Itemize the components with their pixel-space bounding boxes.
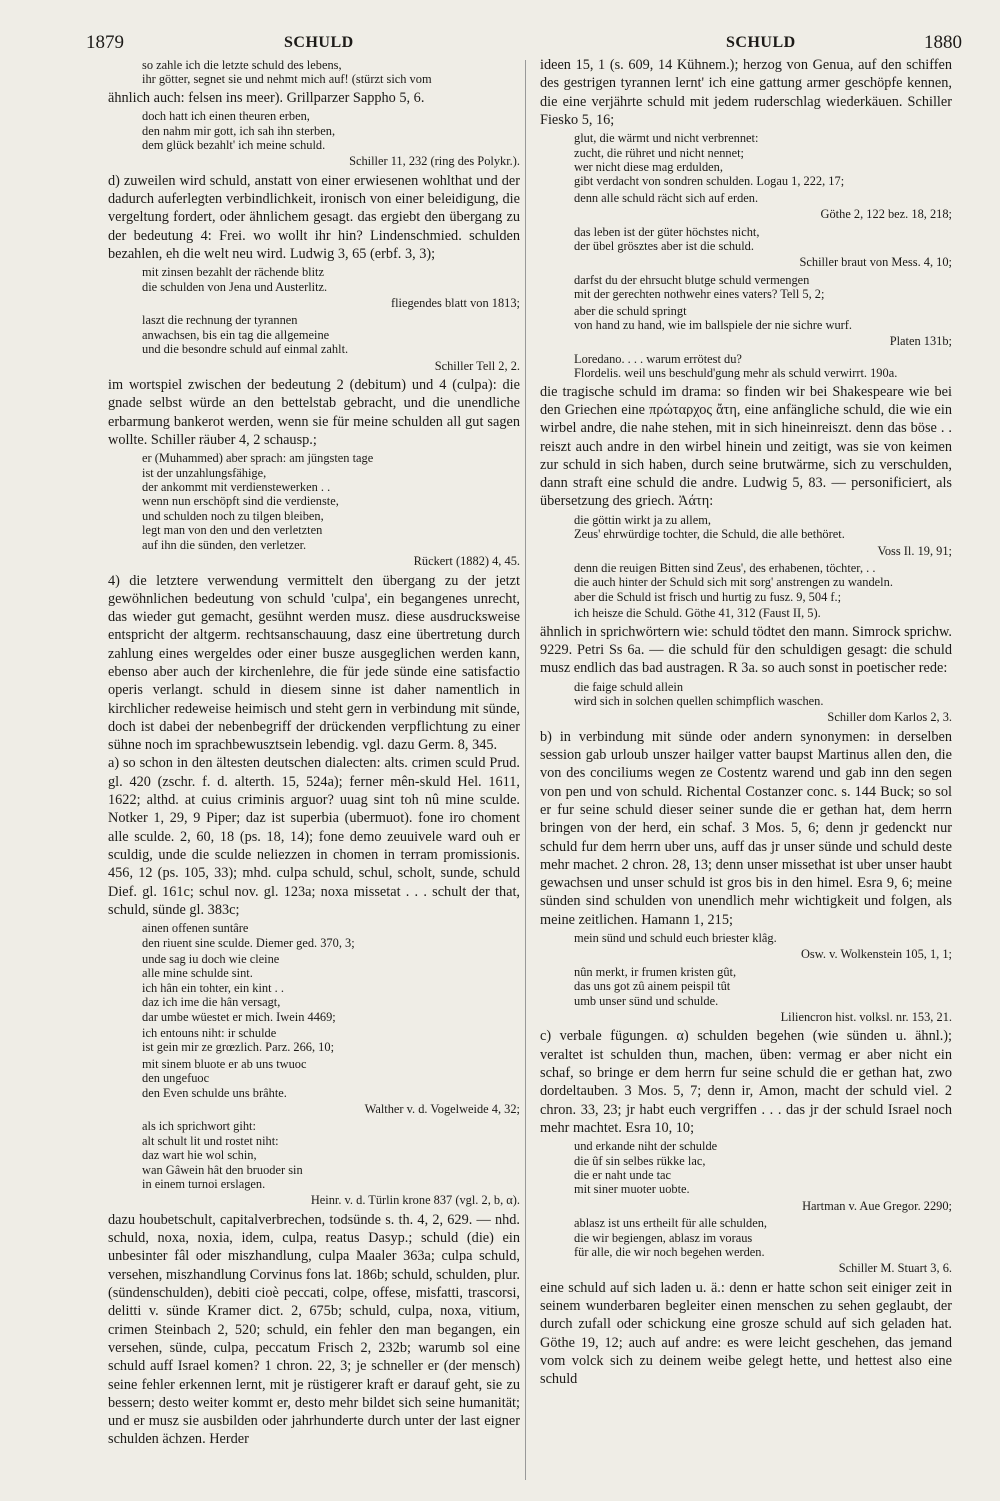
- headword-right: SCHULD: [726, 34, 796, 51]
- quotation: denn alle schuld rächt sich auf erden.: [574, 190, 759, 205]
- quotation: ich heisze die Schuld. Göthe 41, 312 (Faust II, 5).: [574, 606, 821, 621]
- column-right: [540, 56, 952, 1389]
- citation-reference: Schiller M. Stuart 3, 6.: [838, 1261, 952, 1276]
- entry-paragraph: b) in verbindung mit sünde oder andern synonymen: in derselben session gab urloub unszer hailger vatter baupst Martinus allen den, die von des conciliums wegen ze Costentz warend und gab inn den segen von pen und von schuld. Richental Costanzer conc. s. 144 Buck; so sol er fur seine schuld dieser seiner sunde die er gethan hat, dem herrn bringen von der herd, ein schaf. 3 Mos. 5, 6; denn jr gedenckt nur schuld fur dem herrn uber uns, auff das jr unser sünde und schuld deste mehr machet. 2 chron. 28, 13; denn unser missethat ist uber unser haubt gewachsen und unser schuld ist gros bis in den himel. Esra 9, 6; meine sünden sind schulden von unendlich mehr wichtigkeit und folgen, als meine zeitlichen. Hamann 1, 215;: [540, 728, 952, 928]
- entry-paragraph: ideen 15, 1 (s. 609, 14 Kühnem.); herzog von Genua, auf den schiffen des gestrigen tyrannen lernt' ich eine gattung armer geschöpfe kennen, die eine verjährte schuld mit jedem ruderschlag wiederkäuen. Schiller Fiesko 5, 16;: [540, 57, 952, 128]
- entry-paragraph: c) verbale fügungen. α) schulden begehen (wie sünden u. ähnl.); veraltet ist schulden thun, machen, üben: vermag er aber nicht ein schaf, so bringe er dem herrn fur seine schuld die er gethan hat, zwo dordeltauben. 3 Mos. 5, 7; denn ir, Amon, macht der schuld viel. 2 chron. 33, 23; jr habt euch vergriffen . . . das jr der schuld Israel noch mehr machtet. Esra 10, 10;: [540, 1028, 952, 1136]
- citation-reference: Heinr. v. d. Türlin krone 837 (vgl. 2, b, α).: [310, 1193, 520, 1208]
- citation-reference: Rückert (1882) 4, 45.: [413, 554, 520, 569]
- quotation: nûn merkt, ir frumen kristen gût, das uns got zû ainem peispil tût umb unser sünd und schulde.: [574, 964, 737, 1008]
- quotation: laszt die rechnung der tyrannen anwachsen, bis ein tag die allgemeine und die besondre schuld auf einmal zahlt.: [142, 313, 349, 357]
- entry-paragraph: ähnlich auch: felsen ins meer). Grillparzer Sappho 5, 6.: [108, 89, 425, 106]
- entry-paragraph: d) zuweilen wird schuld, anstatt von einer erwiesenen wohlthat und der dadurch auferlegten verbindlichkeit, ironisch von einer beleidigung, die vergeltung fordert, oder ähnlichem gesagt. das ergiebt den übergang zu der bedeutung 4: Frei. wo wollt ihr hin? Lindenschmied. schulden bezahlen, eh die welt neu wird. Ludwig 3, 65 (erbf. 3, 3);: [108, 172, 520, 262]
- entry-paragraph: im wortspiel zwischen der bedeutung 2 (debitum) und 4 (culpa): die gnade selbst würde an den bettelstab gebracht, und die unendliche erbarmung bankerot werden, wenn sie für meine schulden all gut sagen wollte. Schiller räuber 4, 2 schausp.;: [108, 377, 520, 448]
- quotation: doch hatt ich einen theuren erben, den nahm mir gott, ich sah ihn sterben, dem glück bezahlt' ich meine schuld.: [142, 109, 336, 152]
- page-header: [88, 24, 960, 56]
- citation-reference: Osw. v. Wolkenstein 105, 1, 1;: [800, 947, 952, 962]
- page-number-left: 1879: [86, 32, 124, 53]
- page-number-right: 1880: [924, 32, 962, 53]
- quotation: aber die schuld springt von hand zu hand, wie im ballspiele der nie sichre wurf.: [574, 303, 853, 333]
- entry-paragraph: die tragische schuld im drama: so finden wir bei Shakespeare wie bei den Griechen eine πρώταρχος ἄτη, eine anfängliche schuld, die wie ein wirbel andre, die nahe stehen, mit in sich hineinreiszt. denn das böse . . reiszt auch andre in den wirbel hinein und zeitigt, was sie von keimen zur schuld in sich haben, durch seine brutwärme, sich zu verschulden, dann straft eine schuld die andre. Ludwig 5, 83. — personificiert, als übersetzung des griech. Ἀάτη:: [540, 383, 952, 510]
- entry-paragraph: 4) die letztere verwendung vermittelt den übergang zu der jetzt gewöhnlichen bedeutung von schuld 'culpa', ein begangenes unrecht, das wieder gut gemacht, gesühnt werden musz. diese ausdrucksweise entspricht der altgerm. rechtsanschauung, dasz eine übertretung durch zahlung eines wergeldes oder einer busze ausgeglichen werden kann, ebenso aber auch der kirchenlehre, die für jede sünde eine satisfactio operis verlangt. schuld in diesem sinne ist daher namentlich in kirchlicher redeweise heimisch und steht gern in verbindung mit sünde, doch ist dabei der nebenbegriff der drückenden verpflichtung zu einer sühne noch im sprachbewusztsein lebendig. vgl. dazu Germ. 8, 345.: [108, 572, 520, 754]
- quotation: das leben ist der güter höchstes nicht, der übel grösztes aber ist die schuld.: [574, 224, 760, 254]
- quotation: Loredano. . . . warum errötest du? Flordelis. weil uns beschuld'gung mehr als schuld verwirrt. 190a.: [574, 351, 898, 381]
- citation-reference: Schiller dom Karlos 2, 3.: [827, 710, 952, 725]
- citation-reference: Voss Il. 19, 91;: [877, 543, 952, 558]
- column-left: [108, 56, 520, 1449]
- citation-reference: Schiller Tell 2, 2.: [434, 358, 520, 373]
- quotation: unde sag iu doch wie cleine alle mine schulde sint. ich hân ein tohter, ein kint . . daz ich ime die hân versagt, dar umbe wüestet er mich. Iwein 4469;: [142, 951, 336, 1024]
- quotation: ich entouns niht: ir schulde ist gein mir ze grœzlich. Parz. 266, 10;: [142, 1025, 335, 1055]
- quotation: als ich sprichwort giht: alt schult lit und rostet niht: daz wart hie wol schin, wan Gâwein hât den bruoder sin in einem turnoi erslagen.: [142, 1119, 303, 1192]
- citation-reference: Liliencron hist. volksl. nr. 153, 21.: [780, 1010, 952, 1025]
- citation-reference: fliegendes blatt von 1813;: [390, 296, 520, 311]
- quotation: darfst du der ehrsucht blutge schuld vermengen mit der gerechten nothwehr eines vaters? Tell 5, 2;: [574, 272, 825, 302]
- citation-reference: Schiller 11, 232 (ring des Polykr.).: [349, 154, 520, 169]
- quotation: denn die reuigen Bitten sind Zeus', des erhabenen, töchter, . . die auch hinter der Schuld sich mit sorg' anstrengen zu wandeln. aber die Schuld ist frisch und hurtig zu fusz. 9, 504 f.;: [574, 560, 893, 604]
- citation-reference: Walther v. d. Vogelweide 4, 32;: [364, 1102, 520, 1117]
- citation-reference: Schiller braut von Mess. 4, 10;: [799, 255, 952, 270]
- entry-paragraph: eine schuld auf sich laden u. ä.: denn er hatte schon seit einiger zeit in seinem wunderbaren begleiter einen menschen zu sehen geglaubt, der durch zufall oder schickung eine grosze schuld auf sich geladen hat. Göthe 19, 12; auch auf andre: es were leicht geschehen, das jemand vom volck sich zu deinem weibe gelegt hette, und hettest also eine schuld: [540, 1279, 952, 1388]
- entry-paragraph: ähnlich in sprichwörtern wie: schuld tödtet den mann. Simrock sprichw. 9229. Petri Ss 6a. — die schuld für den schuldigen gesagt: die schuld musz endlich das bad austragen. R 3a. so auch sonst in poetischer rede:: [540, 623, 952, 677]
- quotation: glut, die wärmt und nicht verbrennet: zucht, die rühret und nicht nennet; wer nicht diese mag erdulden, gibt verdacht von sondren schulden. Logau 1, 222, 17;: [574, 131, 845, 189]
- quotation: mit zinsen bezahlt der rächende blitz die schulden von Jena und Austerlitz.: [142, 265, 328, 294]
- quotation: ainen offenen suntâre den riuent sine sculde. Diemer ged. 370, 3;: [142, 921, 355, 950]
- quotation: so zahle ich die letzte schuld des lebens, ihr götter, segnet sie und nehmt mich auf! (stürzt sich vom: [142, 58, 432, 87]
- quotation: die göttin wirkt ja zu allem, Zeus' ehrwürdige tochter, die Schuld, die alle bethöret.: [574, 512, 845, 542]
- text-columns: [88, 56, 960, 1486]
- headword-left: SCHULD: [284, 34, 354, 51]
- entry-paragraph: dazu houbetschult, capitalverbrechen, todsünde s. th. 4, 2, 629. — nhd. schuld, noxa, noxia, idem, culpa, reatus Dasyp.; schuld (die) ein unbesinter fâl oder miszhandlung, culpa Maaler 363a; culpa schuld, versehen, miszhandlung Corvinus fons lat. 186b; schuld, schulden, plur. (sündenschulden), debiti cioè peccati, colpe, offese, misfatti, trascorsi, delitti v. sünde Kramer dict. 2, 675b; schuld, culpa, noxa, vitium, crimen Steinbach 2, 520; schuld, ein fehler den man begangen, ein versehen, sünde, culpa, peccatum Frisch 2, 232b; warumb sol eine schuld auff Israel komen? 1 chron. 22, 3; je schneller er (der mensch) seine fehler erkennen lernt, mit je rüstigerer kraft er darauf geht, sie zu bessern; desto weiter kommt er, desto mehr bildet sich seine humanität; und er musz sie ausbilden oder jahrhunderte durch unter der last eigner schulden ächzen. Herder: [108, 1211, 520, 1448]
- quotation: und erkande niht der schulde die ûf sin selbes rükke lac, die er naht unde tac mit siner muoter uobte.: [574, 1139, 718, 1197]
- quotation: die faige schuld allein wird sich in solchen quellen schimpflich waschen.: [574, 679, 824, 708]
- quotation: mit sinem bluote er ab uns twuoc den ungefuoc den Even schulde uns brâhte.: [142, 1056, 307, 1100]
- quotation: mein sünd und schuld euch briester klâg.: [574, 930, 777, 945]
- quotation: ablasz ist uns ertheilt für alle schulden, die wir begiengen, ablasz im voraus für alle, die wir noch begehen werden.: [574, 1216, 768, 1260]
- citation-reference: Platen 131b;: [889, 334, 952, 349]
- citation-reference: Göthe 2, 122 bez. 18, 218;: [820, 207, 952, 222]
- quotation: er (Muhammed) aber sprach: am jüngsten tage ist der unzahlungsfähige, der ankommt mit verdienstewerken . . wenn nun erschöpft sind die verdienste, und schulden noch zu tilgen bleiben, legt man von den und den verletzten auf ihn die sünden, den verletzer.: [142, 451, 374, 552]
- entry-paragraph: a) so schon in den ältesten deutschen dialecten: alts. crimen sculd Prud. gl. 420 (zschr. f. d. alterth. 15, 524a); ferner mên-skuld Hel. 1611, 1622; althd. at cuius criminis arguor? uuag sint toh nû mine sculde. Notker 1, 29, 9 Piper; daz ist superbia (ubermuot). fone iro choment alle sculde. 2, 60, 18 (ps. 18, 14); fone demo zeuuivele ward ouh er sculdig, unde die sculde neliezzen in chomen in terram promissionis. 456, 12 (ps. 105, 33); mhd. culpa schuld, schul, scholt, sunde, schuld Dief. gl. 161c; schul nov. gl. 123a; noxa missetat . . . schult der that, schuld, sünde gl. 383c;: [108, 755, 520, 918]
- column-divider: [525, 60, 526, 1480]
- citation-reference: Hartman v. Aue Gregor. 2290;: [802, 1198, 952, 1213]
